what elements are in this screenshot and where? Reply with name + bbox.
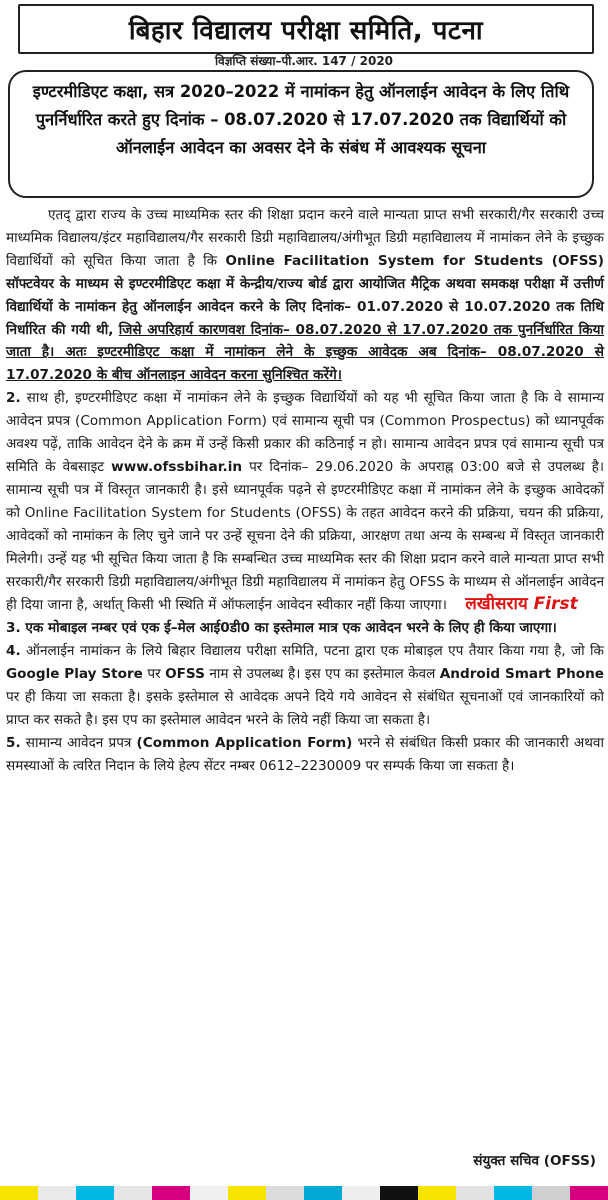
paragraph-2-text-b: पर दिनांक– 29.06.2020 के अपराह्न 03:00 बजे से उपलब्ध है। सामान्य सूची पत्र में विस्तृत जानकारी है। इसे ध्यानपूर्वक पढ़ने से इण्टरमीडिएट कक्षा में नामांकन लेने के इच्छुक आवेदकों को Online Facilitation System for Students (OFSS) के तहत आवेदन करने की प्रक्रिया, चयन की प्रक्रिया, आवेदकों को नामांकन के लिए चुने जाने पर उन्हें सूचना देने की प्रक्रिया, आरक्षण तथा अन्य के सम्बन्ध में विस्तृत जानकारी मिलेगी। उन्हें यह भी सूचित किया जाता है कि सम्बन्धित उच्च माध्यमिक स्तर की शिक्षा प्रदान करने वाले मान्यता प्राप्त सभी सरकारी/गैर सरकारी डिग्री महाविद्यालय/अंगीभूत डिग्री महाविद्यालय में नामांकन हेतु OFSS के माध्यम से ऑनलाईन आवेदन ही दिया जाना है, अर्थात् किसी भी स्थिति में ऑफलाईन आवेदन स्वीकार नहीं किया जाएगा। xyxy=(6,458,604,614)
board-title: बिहार विद्यालय परीक्षा समिति, पटना xyxy=(18,4,594,54)
stamp-english: First xyxy=(533,594,578,615)
android-phone-label: Android Smart Phone xyxy=(439,666,605,683)
paragraph-5-text-a: सामान्य आवेदन प्रपत्र xyxy=(25,734,132,751)
paragraph-4 xyxy=(6,640,604,732)
paragraph-1-text: एतद् द्वारा राज्य के उच्च माध्यमिक स्तर की शिक्षा प्रदान करने वाले मान्यता प्राप्त सभी सरकारी/गैर सरकारी उच्च माध्यमिक विद्यालय/इंटर महाविद्यालय/गैर सरकारी डिग्री महाविद्यालय/अंगीभूत डिग्री महाविद्यालय में नामांकन लेने के इच्छुक विद्यार्थियों को सूचित किया जाता है कि xyxy=(6,207,604,269)
stamp-hindi: लखीसराय xyxy=(465,594,528,615)
color-swatch xyxy=(532,1186,570,1200)
color-swatch xyxy=(418,1186,456,1200)
paragraph-4-number: 4. xyxy=(6,643,21,660)
paragraph-2-text-a: साथ ही, इण्टरमीडिएट कक्षा में नामांकन लेने के इच्छुक विद्यार्थियों को यह भी सूचित किया जाता है कि वे सामान्य आवेदन प्रपत्र (Common Application Form) एवं सामान्य सूची पत्र (Common Prospectus) को ध्यानपूर्वक अवश्य पढ़ें, ताकि आवेदन देने के क्रम में उन्हें किसी प्रकार की कठिनाई न हो। सामान्य आवेदन प्रपत्र एवं सामान्य सूची पत्र समिति के वेबसाइट xyxy=(6,390,604,475)
paragraph-5-number: 5. xyxy=(6,734,21,751)
notice-headline: इण्टरमीडिएट कक्षा, सत्र 2020–2022 में नामांकन हेतु ऑनलाईन आवेदन के लिए तिथि पुनर्निर्धारित करते हुए दिनांक – 08.07.2020 से 17.07.2020 तक विद्यार्थियों को ऑनलाईन आवेदन का अवसर देने के संबंध में आवश्यक सूचना xyxy=(8,70,594,198)
paragraph-1-revised-dates: जिसे अपरिहार्य कारणवश दिनांक– 08.07.2020 से 17.07.2020 तक पुनर्निर्धारित किया जाता है। अतः इण्टरमीडिएट कक्षा में नामांकन लेने के इच्छुक आवेदक अब दिनांक– 08.07.2020 से 17.07.2020 के बीच ऑनलाइन आवेदन करना सुनिश्चित करेंगे। xyxy=(6,321,605,384)
app-name: OFSS xyxy=(165,666,205,683)
signature: संयुक्त सचिव (OFSS) xyxy=(473,1153,596,1169)
notice-body xyxy=(6,204,604,778)
color-swatch xyxy=(342,1186,380,1200)
color-swatch xyxy=(38,1186,76,1200)
paragraph-4-text-a: ऑनलाईन नामांकन के लिये बिहार विद्यालय परीक्षा समिति, पटना द्वारा एक मोबाइल एप तैयार किया गया है, जो कि xyxy=(26,643,604,660)
paragraph-5 xyxy=(6,732,604,778)
website-link[interactable]: www.ofssbihar.in xyxy=(111,458,243,475)
color-swatch xyxy=(152,1186,190,1200)
print-color-bar xyxy=(0,1186,608,1200)
color-swatch xyxy=(456,1186,494,1200)
paragraph-2-number: 2. xyxy=(6,390,21,407)
color-swatch xyxy=(0,1186,38,1200)
paragraph-1-ofss-details: Online Facilitation System for Students (OFSS) सॉफ्टवेयर के माध्यम से इण्टरमीडिएट कक्षा में केन्द्रीय/राज्य बोर्ड द्वारा आयोजित मैट्रिक अथवा समकक्ष परीक्षा में उत्तीर्ण विद्यार्थियों के नामांकन हेतु ऑनलाईन आवेदन करने के लिए दिनांक– 01.07.2020 से 10.07.2020 तक तिथि निर्धारित की गयी थी, xyxy=(6,252,604,338)
paragraph-4-text-c: नाम से उपलब्ध है। इस एप का इस्तेमाल केवल xyxy=(209,666,436,683)
district-stamp xyxy=(465,594,578,614)
paragraph-4-text-d: पर ही किया जा सकता है। इसके इस्तेमाल से आवेदक अपने दिये गये आवेदन से संबंधित सूचनाओं एवं जानकारियों को प्राप्त कर सकते है। इस एप का इस्तेमाल आवेदन भरने के लिये नहीं किया जा सकता है। xyxy=(6,689,604,728)
paragraph-3: 3. एक मोबाइल नम्बर एवं एक ई–मेल आई0डी0 का इस्तेमाल मात्र एक आवेदन भरने के लिए ही किया जाएगा। xyxy=(6,620,557,637)
notice-number: विज्ञप्ति संख्या–पी.आर. 147 / 2020 xyxy=(214,54,394,68)
paragraph-5-text-b: भरने से संबंधित किसी प्रकार की जानकारी अथवा समस्याओं के त्वरित निदान के लिये हेल्प सेंटर नम्बर 0612–2230009 पर सम्पर्क किया जा सकता है। xyxy=(6,734,604,774)
color-swatch xyxy=(76,1186,114,1200)
color-swatch xyxy=(190,1186,228,1200)
color-swatch xyxy=(266,1186,304,1200)
paragraph-1 xyxy=(6,204,604,387)
paragraph-2 xyxy=(6,387,604,617)
color-swatch xyxy=(570,1186,608,1200)
common-application-form-label: (Common Application Form) xyxy=(136,734,353,751)
color-swatch xyxy=(114,1186,152,1200)
color-swatch xyxy=(494,1186,532,1200)
color-swatch xyxy=(380,1186,418,1200)
color-swatch xyxy=(228,1186,266,1200)
color-swatch xyxy=(304,1186,342,1200)
paragraph-4-text-b: पर xyxy=(147,666,161,683)
play-store-label: Google Play Store xyxy=(6,666,143,683)
